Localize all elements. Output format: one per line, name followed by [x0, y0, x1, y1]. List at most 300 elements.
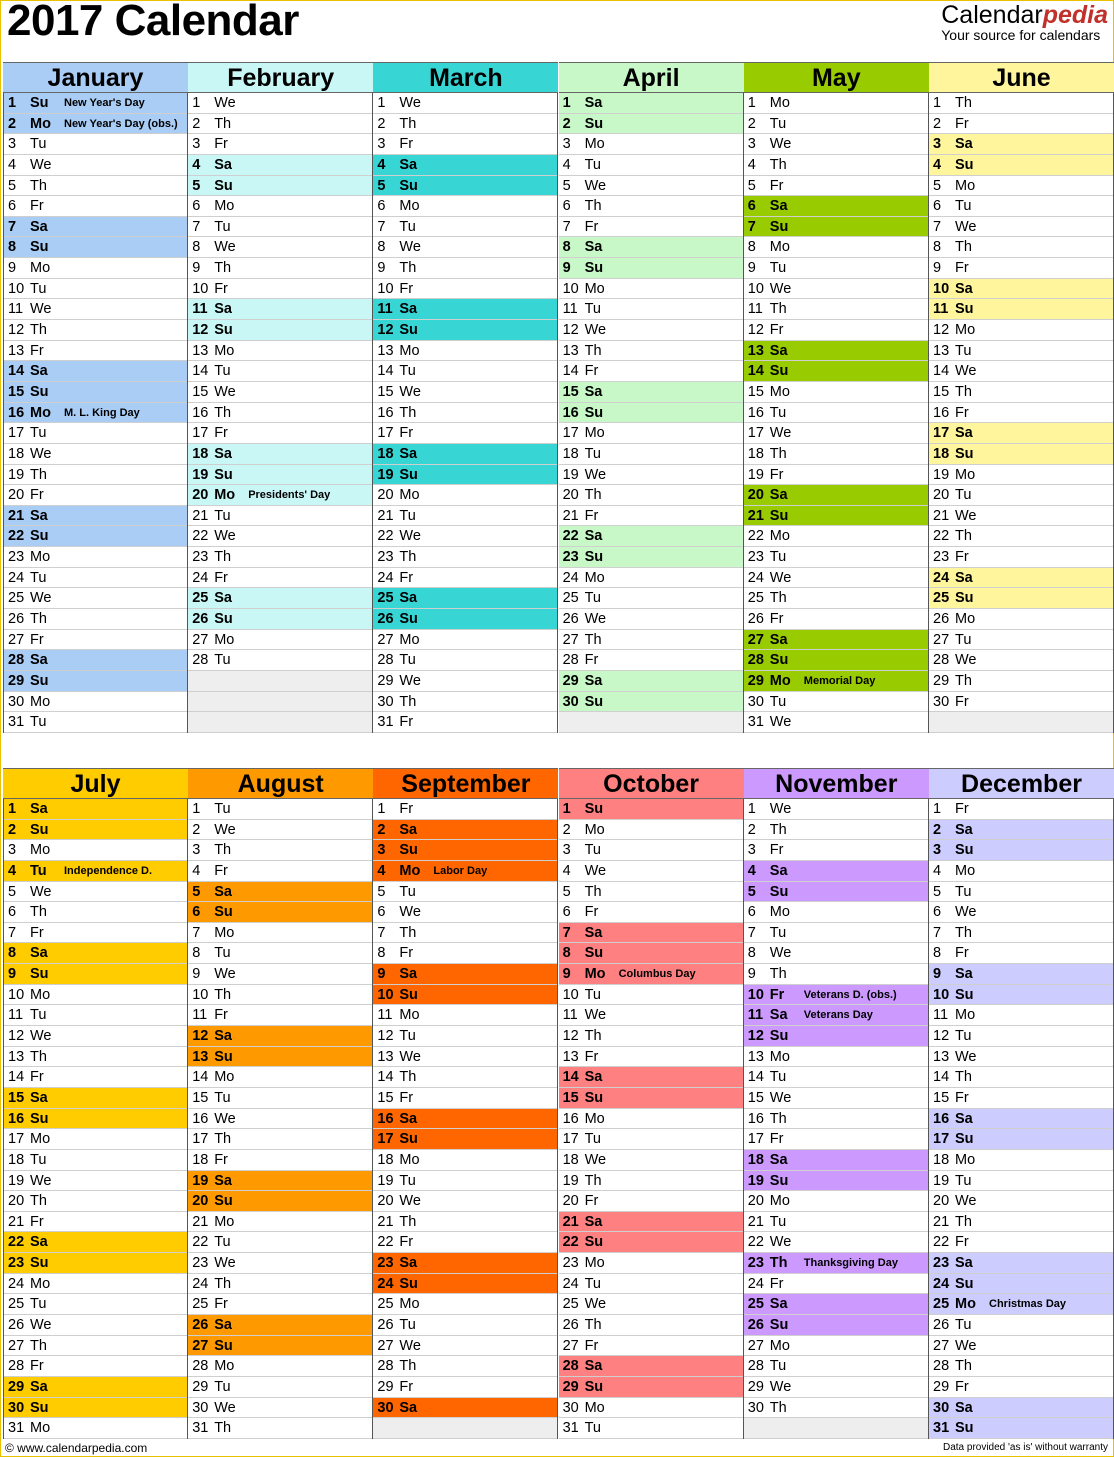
day-row [929, 1047, 1113, 1068]
day-number: 18 [933, 1151, 950, 1168]
day-row [559, 155, 743, 176]
day-row [4, 1191, 187, 1212]
day-number: 7 [933, 924, 942, 941]
day-number: 26 [8, 611, 25, 628]
day-row [4, 1047, 187, 1068]
day-number: 27 [192, 631, 209, 648]
day-number: 23 [747, 549, 764, 566]
day-number: 8 [747, 945, 756, 962]
holiday-label: Veterans Day [803, 1009, 873, 1022]
day-row [188, 1026, 372, 1047]
day-row [373, 134, 557, 155]
day-row [559, 1129, 743, 1150]
day-number: 29 [192, 1378, 209, 1395]
day-row [188, 630, 372, 651]
weekday-label: Fr [769, 611, 784, 628]
weekday-label: Th [30, 177, 47, 194]
empty-day [188, 712, 372, 733]
day-row [4, 671, 187, 692]
weekday-label: Tu [30, 1007, 47, 1024]
day-number: 12 [192, 1028, 209, 1045]
day-row [559, 258, 743, 279]
day-number: 22 [8, 528, 25, 545]
holiday-label: Columbus Day [618, 968, 696, 981]
day-row [929, 361, 1113, 382]
day-number: 5 [377, 177, 386, 194]
day-number: 14 [8, 1069, 25, 1086]
day-row [373, 1377, 557, 1398]
day-row [373, 840, 557, 861]
day-number: 10 [377, 280, 394, 297]
day-number: 29 [377, 1378, 394, 1395]
weekday-label: Mo [399, 342, 420, 359]
weekday-label: Su [30, 1399, 49, 1416]
day-row [929, 1129, 1113, 1150]
day-number: 11 [377, 1007, 393, 1024]
weekday-label: Tu [584, 1275, 601, 1292]
day-row [188, 568, 372, 589]
day-number: 18 [377, 445, 394, 462]
day-row [929, 1418, 1113, 1439]
weekday-label: Fr [30, 1069, 44, 1086]
weekday-label: We [399, 1048, 421, 1065]
day-number: 14 [562, 1069, 579, 1086]
day-row [559, 1274, 743, 1295]
day-row [559, 1047, 743, 1068]
weekday-label: Th [955, 383, 972, 400]
day-number: 5 [933, 177, 942, 194]
day-row [373, 609, 557, 630]
weekday-label: Tu [214, 1378, 231, 1395]
weekday-label: Tu [584, 1131, 601, 1148]
weekday-label: Sa [584, 383, 603, 400]
day-number: 19 [747, 466, 764, 483]
day-number: 24 [8, 1275, 25, 1292]
day-row [929, 1253, 1113, 1274]
day-number: 13 [747, 1048, 764, 1065]
weekday-label: We [399, 95, 421, 111]
day-row [188, 1398, 372, 1419]
day-number: 9 [192, 260, 201, 277]
day-number: 11 [562, 301, 578, 318]
day-row [559, 1171, 743, 1192]
footer-website[interactable]: © www.calendarpedia.com [5, 1441, 148, 1455]
weekday-label: Mo [399, 1296, 420, 1313]
day-row [559, 547, 743, 568]
day-number: 2 [747, 115, 756, 132]
month-days [3, 799, 188, 1439]
day-row [188, 1191, 372, 1212]
day-row [559, 964, 743, 985]
day-number: 5 [8, 883, 17, 900]
day-number: 28 [747, 652, 764, 669]
weekday-label: Th [769, 1255, 788, 1272]
weekday-label: Tu [584, 842, 601, 859]
day-number: 3 [562, 136, 571, 153]
day-row [929, 93, 1113, 114]
day-row [929, 1232, 1113, 1253]
weekday-label: Sa [955, 821, 973, 838]
day-row [744, 1129, 928, 1150]
day-number: 20 [747, 1193, 764, 1210]
weekday-label: Fr [399, 280, 414, 297]
day-row [4, 134, 187, 155]
weekday-label: Th [584, 1028, 602, 1045]
weekday-label: Th [955, 924, 972, 941]
day-row [744, 671, 928, 692]
weekday-label: Su [955, 1275, 974, 1292]
day-row [4, 840, 187, 861]
day-row [744, 134, 928, 155]
day-row [744, 609, 928, 630]
day-row [744, 902, 928, 923]
day-number: 15 [377, 383, 394, 400]
weekday-label: Sa [955, 1255, 973, 1272]
day-row [188, 299, 372, 320]
empty-day [188, 671, 372, 692]
day-row [744, 1232, 928, 1253]
day-row [559, 902, 743, 923]
day-row [559, 588, 743, 609]
day-number: 16 [747, 404, 764, 421]
day-row [929, 1026, 1113, 1047]
weekday-label: Su [214, 466, 233, 483]
day-number: 30 [933, 1399, 950, 1416]
weekday-label: Su [214, 611, 233, 628]
weekday-label: Th [769, 156, 787, 173]
day-number: 20 [933, 487, 950, 504]
day-row [559, 1336, 743, 1357]
day-row [4, 341, 187, 362]
weekday-label: Su [955, 842, 974, 859]
day-number: 21 [8, 507, 25, 524]
day-row [188, 1377, 372, 1398]
day-row [744, 861, 928, 882]
day-row [929, 444, 1113, 465]
weekday-label: Fr [955, 1234, 969, 1251]
day-row [373, 820, 557, 841]
day-number: 20 [933, 1193, 950, 1210]
day-number: 4 [562, 156, 571, 173]
weekday-label: Su [584, 693, 604, 710]
day-row [559, 114, 743, 135]
weekday-label: Fr [399, 714, 414, 731]
holiday-label: Thanksgiving Day [803, 1257, 898, 1270]
month-november [744, 768, 929, 1439]
weekday-label: Mo [584, 136, 605, 153]
day-row [744, 423, 928, 444]
weekday-label: Mo [214, 631, 235, 648]
day-number: 4 [933, 862, 942, 879]
day-number: 27 [562, 1337, 579, 1354]
weekday-label: Tu [769, 1358, 787, 1375]
weekday-label: Th [955, 95, 972, 111]
day-number: 17 [747, 425, 764, 442]
weekday-label: Fr [955, 260, 969, 277]
weekday-label: Fr [214, 1296, 228, 1313]
day-row [929, 382, 1113, 403]
weekday-label: Mo [769, 383, 790, 400]
day-row [373, 1005, 557, 1026]
day-number: 12 [747, 1028, 764, 1045]
weekday-label: Th [214, 1131, 232, 1148]
day-row [4, 1294, 187, 1315]
day-number: 19 [377, 466, 394, 483]
day-row [373, 630, 557, 651]
day-row [559, 609, 743, 630]
page-title: 2017 Calendar [7, 0, 299, 45]
day-row [559, 1088, 743, 1109]
weekday-label: Su [955, 590, 974, 607]
day-row [4, 943, 187, 964]
weekday-label: Th [584, 1172, 602, 1189]
weekday-label: We [399, 672, 421, 689]
day-row [744, 382, 928, 403]
day-number: 20 [562, 1193, 579, 1210]
day-row [744, 403, 928, 424]
day-number: 26 [377, 611, 394, 628]
day-number: 2 [377, 115, 386, 132]
day-row [188, 1232, 372, 1253]
day-number: 26 [562, 1317, 579, 1334]
day-row [559, 1067, 743, 1088]
day-row [929, 485, 1113, 506]
weekday-label: We [584, 1151, 607, 1168]
day-number: 27 [8, 1337, 25, 1354]
day-number: 24 [192, 569, 209, 586]
day-number: 14 [377, 363, 394, 380]
weekday-label: Su [30, 95, 49, 111]
day-number: 14 [8, 363, 25, 380]
day-number: 28 [747, 1358, 764, 1375]
day-number: 29 [747, 1378, 764, 1395]
weekday-label: Sa [955, 136, 973, 153]
weekday-label: Sa [214, 590, 232, 607]
day-number: 9 [933, 260, 942, 277]
day-number: 2 [192, 115, 201, 132]
weekday-label: Fr [584, 218, 599, 235]
day-number: 27 [933, 631, 950, 648]
day-row [744, 155, 928, 176]
day-row [4, 114, 187, 135]
weekday-label: Mo [955, 466, 976, 483]
weekday-label: Su [769, 652, 789, 669]
day-number: 10 [933, 280, 950, 297]
day-row [188, 964, 372, 985]
day-number: 1 [192, 801, 201, 817]
weekday-label: Sa [214, 883, 232, 900]
day-row [559, 196, 743, 217]
day-row [929, 320, 1113, 341]
weekday-label: We [30, 156, 52, 173]
day-number: 29 [933, 1378, 950, 1395]
day-number: 11 [8, 1007, 24, 1024]
day-number: 18 [747, 1151, 764, 1168]
day-number: 25 [8, 590, 25, 607]
day-number: 6 [747, 904, 756, 921]
weekday-label: Fr [769, 1131, 784, 1148]
empty-day [188, 692, 372, 713]
weekday-label: Fr [30, 1358, 44, 1375]
day-number: 25 [8, 1296, 25, 1313]
day-number: 7 [933, 218, 942, 235]
footer-disclaimer: Data provided 'as is' without warranty [942, 1442, 1108, 1453]
weekday-label: Tu [30, 136, 47, 153]
month-days [559, 799, 744, 1439]
day-number: 23 [933, 549, 950, 566]
day-number: 17 [377, 425, 394, 442]
day-number: 14 [377, 1069, 394, 1086]
day-number: 1 [562, 801, 571, 817]
day-row [559, 650, 743, 671]
day-row [744, 341, 928, 362]
day-row [188, 1005, 372, 1026]
day-row [744, 1356, 928, 1377]
day-number: 5 [747, 177, 756, 194]
day-number: 29 [562, 1378, 579, 1395]
day-number: 19 [747, 1172, 764, 1189]
day-row [373, 1274, 557, 1295]
day-row [4, 1212, 187, 1233]
day-number: 18 [192, 1151, 209, 1168]
day-row [744, 217, 928, 238]
day-number: 12 [933, 1028, 950, 1045]
weekday-label: Su [584, 549, 604, 566]
weekday-label: We [769, 714, 792, 731]
day-number: 19 [933, 1172, 950, 1189]
day-row [4, 1253, 187, 1274]
day-number: 19 [192, 1172, 209, 1189]
day-row [559, 799, 743, 820]
day-row [559, 943, 743, 964]
empty-day [744, 1418, 928, 1439]
day-number: 16 [8, 404, 25, 421]
weekday-label: Fr [955, 945, 969, 962]
month-header: November [744, 768, 929, 799]
day-number: 26 [377, 1317, 394, 1334]
day-number: 5 [747, 883, 756, 900]
weekday-label: Su [214, 1337, 233, 1354]
day-row [4, 712, 187, 733]
day-number: 18 [562, 1151, 579, 1168]
day-number: 2 [377, 821, 386, 838]
day-row [188, 217, 372, 238]
month-days [559, 93, 744, 733]
day-row [929, 341, 1113, 362]
day-number: 17 [933, 425, 950, 442]
day-row [744, 1398, 928, 1419]
day-row [744, 923, 928, 944]
weekday-label: Th [399, 115, 417, 132]
day-row [559, 1212, 743, 1233]
day-row [188, 1336, 372, 1357]
day-number: 30 [377, 693, 394, 710]
holiday-label: Independence D. [64, 864, 153, 877]
weekday-label: Fr [584, 652, 599, 669]
day-number: 1 [377, 95, 386, 111]
weekday-label: Sa [584, 1069, 603, 1086]
day-row [4, 1109, 187, 1130]
day-row [373, 114, 557, 135]
day-row [929, 671, 1113, 692]
day-row [744, 1315, 928, 1336]
day-row [929, 134, 1113, 155]
day-number: 26 [747, 1317, 764, 1334]
weekday-label: Sa [399, 301, 418, 318]
day-row [4, 1129, 187, 1150]
weekday-label: Fr [399, 945, 414, 962]
day-row [744, 1005, 928, 1026]
weekday-label: Th [399, 1358, 417, 1375]
weekday-label: Su [30, 239, 49, 256]
weekday-label: Th [399, 549, 417, 566]
day-row [373, 444, 557, 465]
day-row [929, 861, 1113, 882]
day-row [4, 1377, 187, 1398]
day-row [559, 840, 743, 861]
weekday-label: Tu [399, 218, 416, 235]
weekday-label: Fr [769, 466, 784, 483]
weekday-label: Sa [955, 1399, 973, 1416]
day-row [4, 423, 187, 444]
day-number: 21 [562, 507, 579, 524]
day-number: 30 [377, 1399, 394, 1416]
day-number: 21 [933, 507, 950, 524]
day-row [4, 258, 187, 279]
day-row [188, 1315, 372, 1336]
day-row [188, 526, 372, 547]
weekday-label: Th [399, 924, 417, 941]
month-header: October [559, 768, 744, 799]
day-row [559, 923, 743, 944]
day-row [188, 1067, 372, 1088]
day-number: 21 [747, 507, 764, 524]
weekday-label: Su [399, 1275, 418, 1292]
weekday-label: Su [955, 156, 974, 173]
day-row [929, 114, 1113, 135]
weekday-label: We [584, 1296, 607, 1313]
weekday-label: We [399, 904, 421, 921]
day-row [744, 985, 928, 1006]
holiday-label: Presidents' Day [248, 489, 331, 502]
weekday-label: Fr [955, 1089, 969, 1106]
day-row [373, 1398, 557, 1419]
day-row [4, 568, 187, 589]
day-number: 30 [747, 693, 764, 710]
weekday-label: Th [214, 1420, 232, 1437]
weekday-label: Fr [399, 425, 414, 442]
month-july [3, 768, 188, 1439]
day-row [373, 1191, 557, 1212]
weekday-label: Sa [30, 652, 48, 669]
weekday-label: Tu [769, 1213, 787, 1230]
brand-name: Calendarpedia [941, 1, 1108, 29]
weekday-label: Sa [955, 425, 973, 442]
day-row [744, 692, 928, 713]
weekday-label: Mo [955, 611, 976, 628]
day-row [744, 196, 928, 217]
weekday-label: We [399, 528, 421, 545]
weekday-label: Fr [214, 1007, 228, 1024]
day-row [373, 588, 557, 609]
weekday-label: Sa [214, 301, 232, 318]
month-days [3, 93, 188, 733]
weekday-label: Su [955, 1131, 974, 1148]
day-row [929, 692, 1113, 713]
day-number: 20 [192, 487, 209, 504]
day-row [744, 630, 928, 651]
weekday-label: Th [955, 239, 972, 256]
